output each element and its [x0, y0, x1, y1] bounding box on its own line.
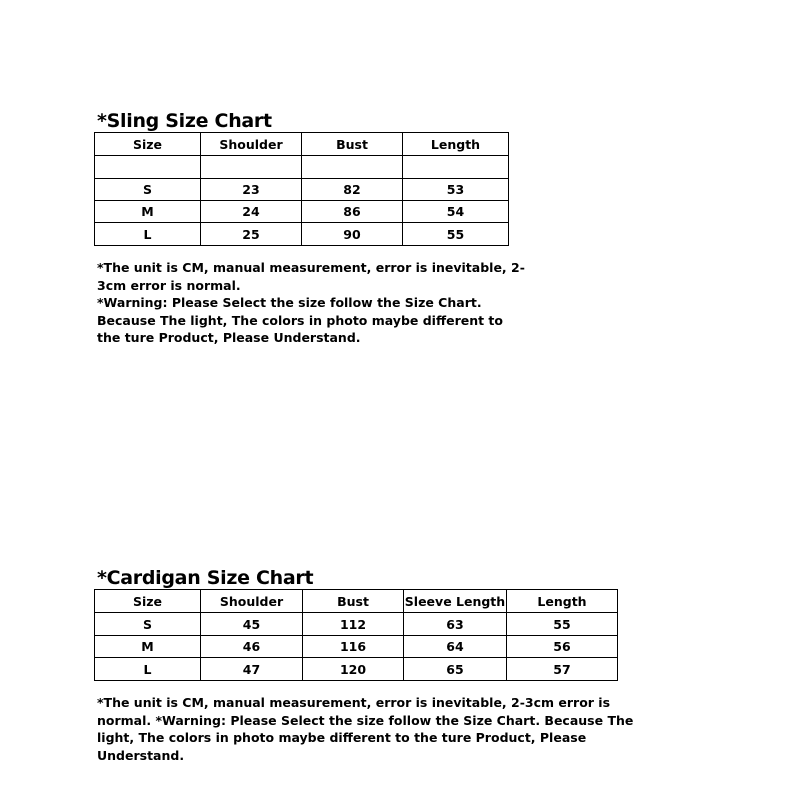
cardigan-chart-title: *Cardigan Size Chart: [97, 567, 314, 589]
note-line: 3cm error is normal.: [97, 277, 241, 293]
note-line: the ture Product, Please Understand.: [97, 330, 361, 345]
note-line: *The unit is CM, manual measurement, error is inevitable, 2-: [97, 260, 525, 275]
sling-row-blank: [95, 156, 509, 179]
cardigan-header-length: Length: [507, 590, 618, 613]
sling-cell-bust: 82: [302, 179, 403, 201]
cardigan-size-table: [94, 589, 618, 681]
sling-row-m: [95, 201, 509, 223]
cardigan-row-s: [95, 613, 618, 636]
sling-size-table: [94, 132, 509, 246]
cardigan-cell-size: L: [95, 658, 201, 681]
cardigan-cell-size: S: [95, 613, 201, 636]
cardigan-cell-shoulder: 45: [201, 613, 303, 636]
sling-row-s: [95, 179, 509, 201]
cardigan-header-shoulder: Shoulder: [201, 590, 303, 613]
sling-header-length: Length: [403, 133, 509, 156]
sling-chart-title: *Sling Size Chart: [97, 110, 272, 132]
cardigan-cell-sleeve-length: 64: [404, 636, 507, 658]
sling-cell: [302, 156, 403, 179]
sling-size-note: [97, 259, 537, 347]
cardigan-row-l: [95, 658, 618, 681]
sling-section: [94, 110, 537, 347]
note-line: Because The light, The colors in photo maybe different to: [97, 312, 503, 328]
sling-header-shoulder: Shoulder: [201, 133, 302, 156]
cardigan-cell-length: 55: [507, 613, 618, 636]
cardigan-row-m: [95, 636, 618, 658]
sling-header-size: Size: [95, 133, 201, 156]
sling-header-row: [95, 133, 509, 156]
cardigan-cell-shoulder: 47: [201, 658, 303, 681]
note-line: light, The colors in photo maybe different to the ture Product, Please: [97, 730, 587, 745]
sling-cell-bust: 86: [302, 201, 403, 223]
cardigan-cell-bust: 112: [303, 613, 404, 636]
cardigan-cell-sleeve-length: 63: [404, 613, 507, 636]
sling-cell: [95, 156, 201, 179]
cardigan-header-row: [95, 590, 618, 613]
cardigan-header-sleeve-length: Sleeve Length: [404, 590, 507, 613]
cardigan-cell-shoulder: 46: [201, 636, 303, 658]
sling-row-l: [95, 223, 509, 246]
sling-cell-size: S: [95, 179, 201, 201]
sling-header-bust: Bust: [302, 133, 403, 156]
cardigan-cell-bust: 120: [303, 658, 404, 681]
cardigan-size-note: [97, 694, 657, 764]
note-line: normal. *Warning: Please Select the size follow the Size Chart. Because The: [97, 712, 634, 728]
sling-cell-shoulder: 25: [201, 223, 302, 246]
sling-cell-bust: 90: [302, 223, 403, 246]
sling-cell-length: 53: [403, 179, 509, 201]
sling-cell-length: 54: [403, 201, 509, 223]
sling-cell-length: 55: [403, 223, 509, 246]
cardigan-cell-bust: 116: [303, 636, 404, 658]
cardigan-header-size: Size: [95, 590, 201, 613]
sling-cell-size: L: [95, 223, 201, 246]
note-line: *Warning: Please Select the size follow the Size Chart.: [97, 295, 482, 310]
sling-cell: [201, 156, 302, 179]
sling-cell: [403, 156, 509, 179]
cardigan-cell-sleeve-length: 65: [404, 658, 507, 681]
sling-cell-shoulder: 24: [201, 201, 302, 223]
cardigan-section: [94, 567, 657, 764]
cardigan-cell-length: 56: [507, 636, 618, 658]
note-line: Understand.: [97, 747, 185, 763]
note-line: *The unit is CM, manual measurement, error is inevitable, 2-3cm error is: [97, 695, 611, 710]
cardigan-cell-length: 57: [507, 658, 618, 681]
cardigan-header-bust: Bust: [303, 590, 404, 613]
sling-cell-shoulder: 23: [201, 179, 302, 201]
cardigan-cell-size: M: [95, 636, 201, 658]
sling-cell-size: M: [95, 201, 201, 223]
